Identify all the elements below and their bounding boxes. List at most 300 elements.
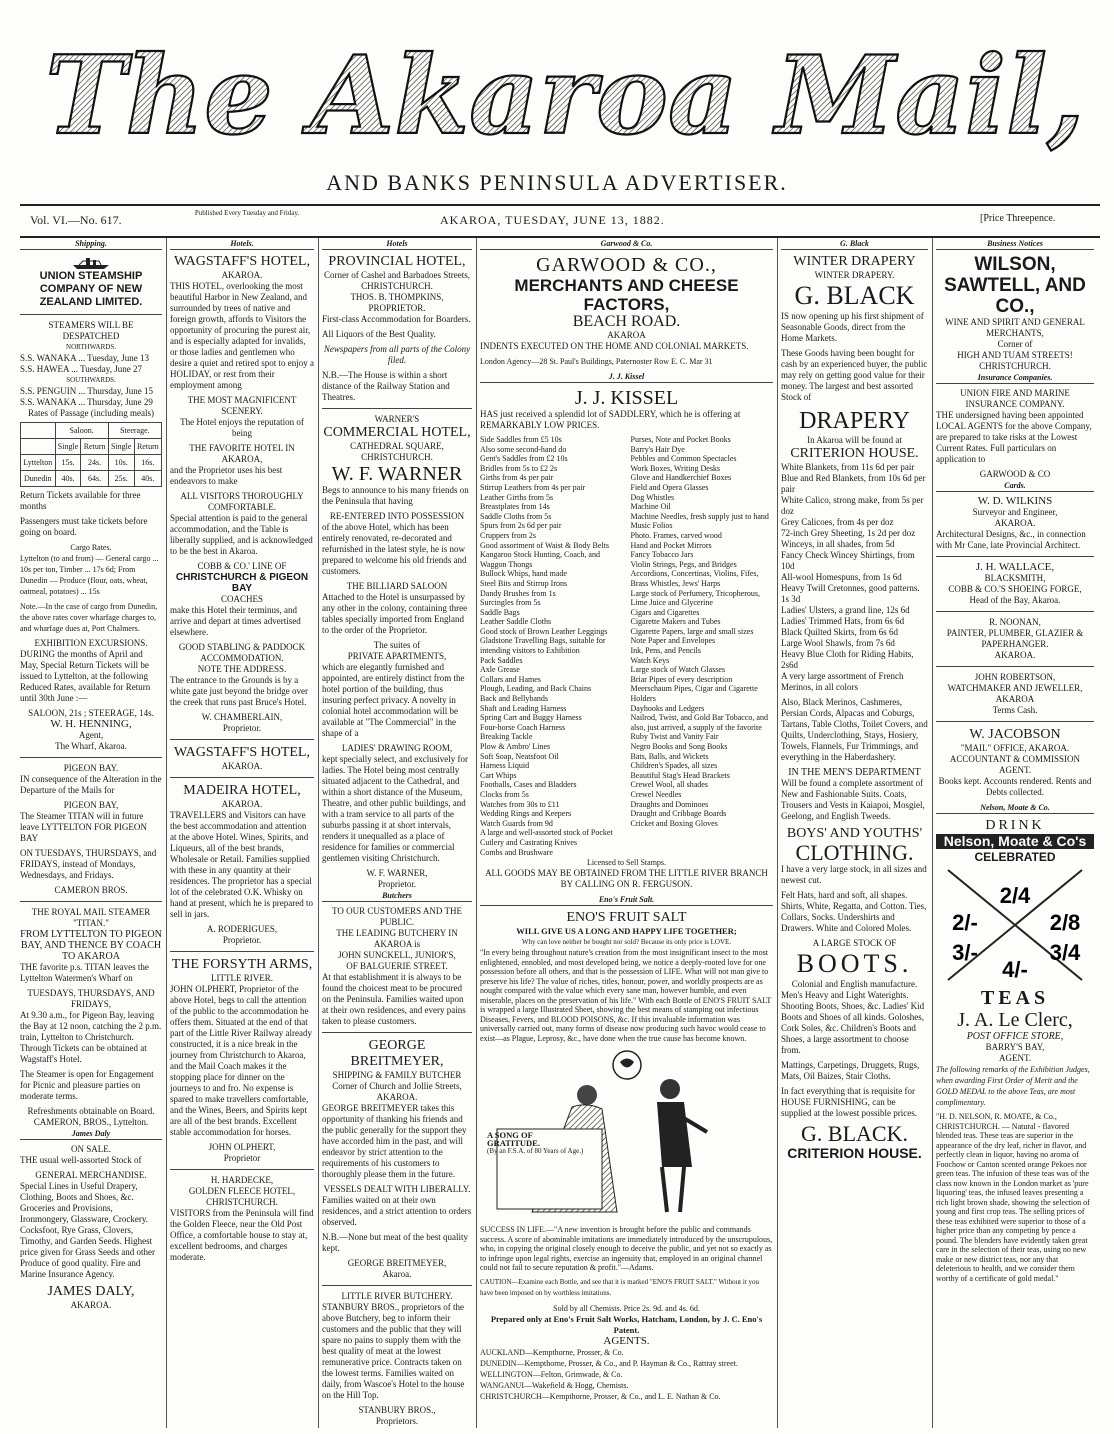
criterion-house: CRITERION HOUSE. [790,446,919,461]
list-item: Bullock Whips, hand made [480,569,567,579]
warner-sign-title: Proprietor. [377,879,417,889]
boots-title: BOOTS. [796,949,913,978]
cameron: CAMERON BROS. [54,885,128,895]
section-header: Hotels [322,238,472,250]
list-item: A large and well-assorted stock of Pocket Cutlery and Castrating Knives [480,828,613,847]
excursion-fares: SALOON, 21s ; STEERAGE, 14s. [28,708,154,718]
song-by: (By an F.S.A. of 80 Years of Age.) [487,1147,584,1156]
list-item: Dandy Brushes from 1s [480,588,556,598]
list-item: Cigars and Cigarettes [630,607,700,617]
blacksmith: BLACKSMITH, [984,573,1046,583]
kissel-lists [480,435,773,857]
union-text: THE undersigned having been appointed LOCAL AGENTS for the above Company, are prepared to take risks at the Lowest Current Rates. Full particulars on application to [936,410,1092,464]
barrys: BARRY'S BAY, [985,1042,1045,1052]
list-item: Blue and Red Blankets, from 10s 6d per pair [781,473,926,494]
cobb-route: CHRISTCHURCH & PIGEON BAY [175,572,309,594]
gf-text: VISITORS from the Peninsula will find the Golden Fleece, near the Old Post Office, a comfortable house to stay at, excellent bedrooms, and charges moderate. [170,1208,314,1262]
column-divider [777,238,778,1428]
fare-table [20,422,162,487]
shipping-butcher: SHIPPING & FAMILY BUTCHER [332,1070,462,1080]
books: Books kept. Accounts rendered. Rents and Debts collected. [938,776,1092,797]
wagstaff-text: THIS HOTEL, overlooking the most beautiful Harbor in New Zealand, and surrounded by trees of native and foreign growth, affords to Visitors the opportunity of procuring the purest air, and is especially adapted for invalids, or those ladies and gentlemen who desire a quiet and retired spot to enjoy a HOLIDAY, or rest from their employment among [170,281,314,390]
list-item: Heavy Blue Cloth for Riding Habits, 2s6d [781,649,914,670]
column-garwood-kissel-eno [480,238,773,1428]
list-item: Cart Whips [480,770,517,780]
song-box [487,1131,587,1155]
cobb-shoeing: COBB & CO.'S SHOEING FORGE, [948,584,1082,594]
refreshments: Refreshments obtainable on Board. [27,1106,155,1116]
list-item: Dayhooks and Ledgers [630,703,705,713]
list-item: Dog Whistles [630,492,675,502]
list-item: Gladstone Travelling Bags, suitable for intending visitors to Exhibition [480,636,606,656]
list-item: Hand and Pocket Mirrors [630,540,712,550]
wagstaff2-place: AKAROA. [221,761,263,771]
wagstaff2-title: WAGSTAFF'S HOTEL, [174,745,310,760]
garwood-place: AKAROA [607,330,646,340]
tea-quote: "H. D. NELSON, R. MOATE, & Co., CHRISTCHURCH. — Natural - flavored blended teas. These teas are superior in the appearance of the dry leaf, richer in flavor, and perfectly clean in liquor, having no aroma of Foochow or Canton scented orange Pekoes nor green teas. The infusion of these teas was of the class now known in the London market as 'pure liquoring' teas, the infused leaves presenting a rich light brown shade, showing the selection of young and first crop teas. The selling prices of these teas exhibited were superior to those of a higher price than any competing by pence a pound. The blenders have evidently taken great care in the selection of their teas, using no new make or new district teas, nor any that deleterious to health, and we consider them worthy of a certificate of gold medal." [936,1112,1090,1283]
drapery-list [781,462,928,671]
list-item: Plow & Ambro' Lines [480,742,551,751]
note-address: NOTE THE ADDRESS. [197,664,287,674]
list-item: Note Paper and Envelopes [630,636,716,646]
section-header: Eno's Fruit Salt. [480,894,773,906]
list-item: Axle Grease [480,665,520,675]
all-goods: ALL GOODS MAY BE OBTAINED FROM THE LITTLE RIVER BRANCH BY CALLING ON R. FERGUSON. [485,868,768,890]
winter-drapery-2: WINTER DRAPERY. [814,270,895,280]
table-row: Dunedin 40s. 64s. 25s. 40s. [21,471,162,487]
boots-text: Colonial and English manufacture. [791,979,918,989]
list-item: Photo. Frames, carved wood [630,530,722,540]
titan-days: ON TUESDAYS, THURSDAYS, and FRIDAYS, instead of Mondays, Wednesdays, and Fridays. [20,848,157,880]
price: [Price Threepence. [980,213,1056,224]
prov-text1: First-class Accommodation for Boarders. [322,314,471,324]
union-fire: UNION FIRE AND MARINE INSURANCE COMPANY. [960,388,1070,409]
cargo-note: Note.—In the case of cargo from Dunedin, the above rates cover wharfage charges to, and wharfage dues at, Port Chalmers. [20,602,158,633]
vessels: VESSELS DEALT WITH LIBERALLY. [323,1184,471,1194]
list-item: Barry's Hair Dye [630,444,685,454]
column-divider [318,238,319,1428]
daly-place: AKAROA. [70,1300,112,1310]
coach-text: make this Hotel their terminus, and arrive and depart at times advertised elsewhere. [170,605,301,637]
wilkins-place: AKAROA. [994,518,1036,528]
list-item: Pebbles and Common Spectacles [630,454,737,464]
olphert: JOHN OLPHERT, [208,1142,276,1152]
forsyth-title: THE FORSYTH ARMS, [171,957,313,972]
list-item: Stirrup Leathers from 4s per pair [480,482,586,492]
on-sale: ON SALE. [71,1144,111,1154]
list-item: Work Boxes, Writing Desks [630,463,721,473]
leclerc: J. A. Le Clerc, [957,1009,1073,1031]
breitmeyer-title: GEORGE BREITMEYER, [350,1038,444,1069]
list-item: Also some second-hand do [480,444,567,454]
list-item: Kangaroo Stock Hunting, Coach, and Waggon Thongs [480,550,600,569]
list-item: Briar Pipes of every description [630,674,733,684]
breit-text: GEORGE BREITMEYER takes this opportunity of thanking his friends and the public generally for the support they have accorded him in the past, and will endeavor by strict attention to the requirements of his customers to thoroughly please them in the future. [322,1103,467,1179]
section-header: Insurance Companies. [936,372,1094,384]
list-item: Negro Books and Song Books [630,742,728,751]
list-item: 72-inch Grey Sheeting, 1s 2d per doz [781,528,916,538]
opening: IS now opening up his first shipment of Seasonable Goods, direct from the Home Markets. [781,311,924,343]
pigeon-title: PIGEON BAY. [63,763,119,773]
suncliffe: JOHN SUNCKELL, JUNIOR'S, [338,950,456,960]
list-item: Heavy Twill Cretonnes, good patterns. 1s 3d [781,583,920,604]
southwards-label: SOUTHWARDS. [66,376,116,384]
stanbury-text: STANBURY BROS., proprietors of the above Butchery, beg to inform their customers and the public that they will spare no pains to supply them with the best quality of meat at the lowest remunerative price. Contracts taken on the lowest terms. Families waited on daily, from Wascoe's Hotel to the house on the Hill Top. [322,1302,465,1400]
accountant: ACCOUNTANT & COMMISSION AGENT. [949,754,1081,775]
list-item: Bridles from 5s to £2 2s [480,463,558,473]
list-item: Watch Keys [630,655,670,665]
place-date: AKAROA, TUESDAY, JUNE 13, 1882. [440,213,665,227]
tea-price-diagram [940,865,1090,985]
table-row: Lyttelton 15s. 24s. 10s. 16s. [21,455,162,471]
masthead-subtitle: AND BANKS PENINSULA ADVERTISER. [326,170,788,195]
list-item: All-wool Homespuns, from 1s 6d [781,572,902,582]
list-item: Meerschaum Pipes, Cigar and Cigarette Holders [630,684,758,704]
private-apartments: PRIVATE APARTMENTS, [347,651,447,661]
list-item: Crewel Wool, all shades [630,780,708,790]
list-item: Clocks from 5s [480,789,529,799]
list-item: Surcingles from 5s [480,598,541,608]
warner-text: Begs to announce to his many friends on the Peninsula that having [322,485,469,506]
prov-nb: N.B.—The House is within a short distance of the Railway Station and Theatres. [322,370,450,402]
also: Also, Black Merinos, Cashmeres, Persian Cords, Alpacas and Coburgs, Tartans, Table Cloths, Toilet Covers, and Quilts, Underclothing, Stays, Hosiery, Towels, Flannels, Fur Trimmings, and everything in the Haberdashery. [781,697,928,762]
little-river-butchery: LITTLE RIVER BUTCHERY. [341,1291,453,1301]
eno-title: ENO'S FRUIT SALT [566,910,687,926]
stanbury: STANBURY BROS., [358,1405,436,1415]
cathedral: CATHEDRAL SQUARE, [350,441,444,451]
return-note: Return Tickets available for three months [20,490,141,511]
agent-place: The Wharf, Akaroa. [55,741,127,751]
sailing-north-1: S.S. WANAKA ... Tuesday, June 13 [20,353,150,363]
breit-sign-place: Akaroa. [382,1269,412,1279]
masthead-title-text: The Akaroa Mail, [45,33,1085,159]
titan-name: "TITAN." [73,918,109,928]
wilkins: W. D. WILKINS [977,495,1053,507]
garwood-co: GARWOOD & CO [979,469,1051,479]
warner-text2: of the above Hotel, which has been entirely renovated, re-decorated and refurnished in the latest style, he is now prepared to welcome his old friends and customers. [322,522,467,576]
clothing-text: I have a very large stock, in all sizes and newest cut. [781,864,927,885]
criterion-house-2: CRITERION HOUSE. [787,1145,922,1161]
titan-time: At 9.30 a.m., for Pigeon Bay, leaving the Bay at 12 noon, catching the 2 p.m. train, Lyttelton to Christchurch. Through Tickets can be obtained at Wagstaff's Hotel. [20,1010,162,1064]
prov-papers: Newspapers from all parts of the Colony filed. [323,344,471,365]
bought: These Goods having been bought for cash by an experienced buyer, the public may rely on getting good value for their money. The largest and best assorted Stock of [781,348,928,402]
cobb-line: COBB & CO.' LINE OF [197,561,287,571]
to-customers: TO OUR CUSTOMERS AND THE PUBLIC. [331,906,463,927]
list-item: Gent's Saddles from £2 10s [480,454,568,464]
general-merchandise: GENERAL MERCHANDISE. [35,1170,147,1180]
warner-place: CHRISTCHURCH. [361,452,433,462]
nelson-moate: Nelson, Moate & Co's [936,834,1094,849]
terms: Terms Cash. [992,705,1038,715]
section-header: Nelson, Moate & Co. [936,802,1094,814]
found: In Akaroa will be found at [807,435,902,445]
list-item: Accordions, Concertinas, Violins, Fifes, Brass Whistles, Jews' Harps [630,569,759,588]
chamberlain: W. CHAMBERLAIN, [201,712,283,722]
list-item: Large stock of Perfumery, Tricopherous, Lime Juice and Glycerine [630,588,761,608]
wilkins-text: Architectural Designs, &c., in connection with Mr Cane, late Provincial Architect. [936,529,1086,550]
list-item: Purses, Note and Pocket Books [630,435,731,444]
list-item: Back and Bellybands [480,694,548,704]
teas: TEAS [980,987,1050,1009]
mattings: Mattings, Carpetings, Druggets, Rugs, Mats, Oil Baizes, Stair Cloths. [781,1060,920,1081]
despatch-heading: STEAMERS WILL BE DESPATCHED [48,320,134,341]
london-agency: London Agency—28 St. Paul's Buildings, Paternoster Row E. C. Mar 31 [480,357,713,366]
list-item: Collars and Hames [480,674,541,684]
list-item: Large Wool Shawls, from 7s 6d [781,638,895,648]
kissel-title: J. J. KISSEL [574,387,679,409]
mens-dept: IN THE MEN'S DEPARTMENT [788,767,921,778]
indents: INDENTS EXECUTED ON THE HOME AND COLONIAL MARKETS. [480,341,749,351]
fare-sub: Return [134,439,161,455]
list-item: Beautiful Stag's Head Brackets [630,770,730,780]
titan-engage: The Steamer is open for Engagement for Picnic and pleasure parties on moderate terms. [20,1069,154,1101]
list-item: Combs and Brushware [480,847,553,857]
daly-text: THE usual well-assorted Stock of [20,1155,142,1165]
chamberlain-title: Proprietor. [222,723,262,733]
agent-list [480,1347,773,1402]
watchmaker: WATCHMAKER AND JEWELLER, [947,683,1083,693]
list-item: Violin Strings, Pegs, and Bridges [630,559,737,569]
breit-place: AKAROA. [376,1092,418,1102]
drink: DRINK [985,818,1045,833]
list-item: Cricket and Boxing Gloves [630,818,718,828]
eno-text: "In every being throughout nature's creation from the most insignificant insect to the most enlightened, ennobled, and most developed being, we notice a deeply-rooted love for one possession before all others, and that is the possession of LIFE. What will not man give to preserve his life? The value of riches, titles, honour, power, and worldly prospects are as nought compared with the value which every sane man, however humble, and even miserable, places on the preservation of his life." With each Bottle of ENO'S FRUIT SALT is wrapped a large Illustrated Sheet, showing the best means of stamping out infectious Diseases, Fevers, and BLOOD POISONS, &c. If this invaluable information was universally carried out, many forms of disease now producing such havoc would cease to exist—as Plague, Leprosy, &c., have done when the true cause has become known. [480,948,772,1043]
column-business-notices [936,238,1094,1428]
reentered: RE-ENTERED INTO POSSESSION [329,511,465,521]
list-item: Good stock of Brown Leather Leggings [480,626,608,636]
list-item: White Blankets, from 11s 6d per pair [781,462,915,472]
tea-text: The following remarks of the Exhibition Judges, when awarding First Order of Merit and the GOLD MEDAL to the above Teas, are most complimentary. [936,1065,1090,1107]
special: Special attention is paid to the general accommodation, and the Table is liberally supplied, and is acknowledged to be the best in Akaroa. [170,513,313,556]
wilkins-title: Surveyor and Engineer, [972,507,1058,517]
list-item: Leather Saddle Cloths [480,617,552,627]
kissel-list-right [631,435,774,857]
billiard: THE BILLIARD SALOON [346,581,448,591]
list-item: Grey Calicoes, from 4s per doz [781,517,894,527]
list-item: Ink, Pens, and Pencils [630,646,701,656]
list-item: Soft Soap, Neatsfoot Oil [480,751,559,761]
daly-items: Special Lines in Useful Drapery, Clothing, Boots and Shoes, &c. Groceries and Provisions, Ironmongery, Glassware, Crockery. Cocksfoot, Rye Grass, Clovers, Timothy, and Garden Seeds. Highest price given for Grass Seeds and other Produce of good quality. Fire and Marine Insurance Agency. [20,1181,155,1279]
list-item: Draught and Cribbage Boards [630,809,727,819]
wilson-place: CHRISTCHURCH. [979,361,1051,371]
list-item: Saddle Cloths from 5s [480,511,552,521]
breit-addr: Corner of Church and Jollie Streets, [332,1081,462,1091]
winter-drapery: WINTER DRAPERY [793,254,916,269]
song-title: A SONG OF GRATITUDE. [487,1130,540,1149]
list-item: Field and Opera Glasses [630,482,709,492]
jacobson: W. JACOBSON [969,727,1061,742]
stanbury-title: Proprietors. [375,1416,419,1426]
commercial-hotel: COMMERCIAL HOTEL, [323,425,471,440]
warner-sign: W. F. WARNER, [366,868,428,878]
list-item: Music Folios [630,521,673,531]
caution: CAUTION—Examine each Bottle, and see that it is marked "ENO'S FRUIT SALT." Without it you have been imposed on by worthless imitations. [480,1277,760,1297]
price-label: 3/4 [1049,940,1081,965]
madeira-place: AKAROA. [221,799,263,809]
column-hotels-butchers [322,238,472,1428]
wallace: J. H. WALLACE, [975,561,1055,573]
kissel-list-left [480,435,623,857]
entrance: The entrance to the Grounds is by a white gate just beyond the bridge over the creek that runs past Bruce's Hotel. [170,675,308,707]
merchants: MERCHANTS AND CHEESE FACTORS, [514,276,739,314]
list-item: Machine Oil [630,502,671,512]
dateline [20,204,1100,238]
breit-sign: GEORGE BREITMEYER, [347,1258,447,1268]
stabling: GOOD STABLING & PADDOCK ACCOMMODATION. [178,642,306,663]
kissel-intro: HAS just received a splendid lot of SADDLERY, which he is offering at REMARKABLY LOW PRICES. [480,409,741,430]
eno-subtitle: WILL GIVE US A LONG AND HAPPY LIFE TOGETHER; [516,926,737,937]
list-item: Ladies' Ulsters, a grand line, 12s 6d [781,605,910,615]
beach-road: BEACH ROAD. [572,313,681,330]
list-item: Good assortment of Waist & Body Belts [480,540,609,550]
jacobson-office: "MAIL" OFFICE, AKAROA. [960,743,1070,753]
boots-items: Men's Heavy and Light Waterights. Shooting Boots, Shoes, &c. Ladies' Kid Boots and Shoes of all kinds. Goloshes, Cork Soles, &c. Children's Boots and Shoes, a large assortment to choose from. [781,990,925,1055]
titan-days2: TUESDAYS, THURSDAYS, AND FRIDAYS, [27,988,155,1009]
wine-spirit: WINE AND SPIRIT AND GENERAL MERCHANTS, [945,317,1085,338]
fare-sub: Single [55,439,81,455]
list-item: Crewel Needles [630,789,682,799]
list-item: Harness Liquid [480,761,530,771]
success: SUCCESS IN LIFE.—"A new invention is brought before the public and commands success. A score of abominable imitations are immediately introduced by the unscrupulous, who, in copying the original closely enough to deceive the public, and yet not so exactly as to infringe upon legal rights, exercise an ingenuity that, employed in an original channel could not fail to secure reputation & profit."—Adams. [480,1225,773,1273]
list-item: Cigarette Papers, large and small sizes [630,626,754,636]
wilson-sawtell: WILSON, SAWTELL, AND CO., [944,254,1086,317]
list-item: Children's Spades, all sizes [630,761,718,771]
list-item: Four-horse Coach Harness [480,722,566,732]
house-furnishing: In fact everything that is requisite for HOUSE FURNISHING, can be supplied at the lowest possible prices. [781,1086,917,1118]
rates-heading: Rates of Passage (including meals) [28,408,154,418]
prov-text2: All Liquors of the Best Quality. [322,329,436,339]
french: A very large assortment of French Merinos, in all colors [781,671,904,692]
robertson-place: AKAROA [995,694,1035,704]
list-item: Bats, Balls, and Wickets [630,751,709,761]
section-header: Cards. [936,480,1094,492]
roderigues: A. RODERIGUES, [206,924,278,934]
list-item: Pack Saddles [480,655,523,665]
bay: Head of the Bay, Akaroa. [969,595,1061,605]
sailing-south-1: S.S. PENGUIN ... Thursday, June 15 [20,386,154,396]
fare-sub: Single [108,439,134,455]
price-label: 3/- [952,940,978,965]
list-item: Girths from 4s per pair [480,473,554,483]
agent: AGENT. [998,1053,1032,1063]
list-item: Cigarette Makers and Tubes [630,617,721,627]
column-divider [932,238,933,1428]
agent-name: W. H. HENNING, [50,718,132,730]
butcher-text: At that establishment it is always to be found the choicest meat to be procured on the Peninsula. Families waited upon at their own residences, and every pains taken to please customers. [322,972,466,1026]
list-item: DUNEDIN—Kempthorne, Prosser, & Co., and P. Hayman & Co., Rattray street. [480,1358,738,1368]
noonan: R. NOONAN, [989,617,1041,627]
masthead-title-graphic [45,33,1085,160]
passengers-note: Passengers must take tickets before going on board. [20,516,148,537]
prepared: Prepared only at Eno's Fruit Salt Works, Hatcham, London, by J. C. Eno's Patent. [490,1313,763,1335]
list-item: Breastplates from 14s [480,502,550,512]
price-label: 2/4 [999,883,1031,908]
list-item: Ladies' Trimmed Hats, from 6s 6d [781,616,905,626]
royal-mail: THE ROYAL MAIL STEAMER [31,907,151,917]
post-office: POST OFFICE STORE, [966,1031,1064,1042]
list-item: Nailrod, Twist, and Gold Bar Tobacco, and also, just arrived, a supply of the favorite Ruby Twist and Vanity Fair [630,713,768,742]
section-header: Shipping. [20,238,162,250]
olphert-text: JOHN OLPHERT, Proprietor of the above Hotel, begs to call the attention of the public to the accommodation he offers them. Situated at the end of that part of the Little River Railway already constructed, it is a nice break in the journey from Christchurch to Akaroa, and the Mail Coach makes it the stopping place for dinner on the journeys to and fro. No expense is spared to make travellers comfortable, and the Wines, Beers, and Spirits kept are all of the best brands. Excellent stable accommodation for horses. [170,984,312,1137]
sold: Sold by all Chemists. Price 2s. 9d. and 4s. 6d. [553,1303,700,1313]
drapery-title: DRAPERY [799,408,910,434]
list-item: WANGANUI—Wakefield & Hogg, Chemists. [480,1380,629,1390]
list-item: Breaking Tackle [480,732,533,742]
section-header: G. Black [781,238,928,250]
list-item: Footballs, Cases and Bladders [480,780,577,790]
felt: Felt Hats, hard and soft, all shapes. Shirts, White, Regatta, and Cotton. Ties, Collars, Socks. Undershirts and Drawers. White and Colored Moles. [781,890,927,933]
leading-butchery: THE LEADING BUTCHERY IN AKAROA is [336,928,458,949]
titan-leave: The Steamer TITAN will in future leave LYTTELTON FOR PIGEON BAY [20,811,147,843]
garwood-title: GARWOOD & CO., [536,254,717,276]
madeira-title: MADEIRA HOTEL, [183,783,301,798]
from-lyttelton: FROM LYTTELTON TO PIGEON BAY, AND THENCE BY COACH TO AKAROA [20,929,162,962]
section-header: Hotels. [170,238,314,250]
section-header: J. J. Kissel [480,371,773,383]
list-item: Spurs from 2s 6d per pair [480,521,562,531]
olphert-title: Proprietor [223,1153,261,1163]
section-header: Butchers [322,890,472,902]
hardecke: H. HARDECKE, [210,1175,274,1185]
private-text: which are elegantly furnished and appointed, are entirely distinct from the hotel portion of the building, thus insuring perfect privacy. A novelty in colonial hotel accommodation will be available at "The Commercial" in the shape of a [322,662,465,738]
agent-title: Agent, [78,730,104,740]
list-item: CHRISTCHURCH—Kempthorne, Prosser, & Co., and L. E. Nathan & Co. [480,1391,721,1401]
list-item: Steel Bits and Stirrup Irons [480,578,568,588]
wagstaff-title: WAGSTAFF'S HOTEL, [174,254,310,269]
column-divider [166,238,167,1428]
warner-name: W. F. WARNER [331,463,463,485]
madeira-text: TRAVELLERS and Visitors can have the best accommodation and attention at the above Hotel. Wines, Spirits, and Liqueurs, all of the best brands, Wholesale or Retail. Families supplied with these in any quantity at their residences. The proprietor has a special lot of the celebrated O.K. Whisky on hand at present, which he is prepared to sell in jars. [170,810,313,919]
publication-schedule: Published Every Tuesday and Friday. [194,209,300,217]
volume-number: Vol. VI.—No. 617. [30,213,122,227]
prov-addr: Corner of Cashel and Barbadoes Streets, [324,270,470,280]
families: Families waited on at their own residences, and a strict attention to orders observed. [322,1195,472,1227]
list-item: Watches from 30s to £11 [480,799,560,809]
golden-fleece: GOLDEN FLEECE HOTEL, [188,1186,296,1196]
cargo-title: Cargo Rates. [70,543,112,552]
sailing-south-2: S.S. WANAKA ... Thursday, June 29 [20,397,153,407]
column-hotels [170,238,314,1428]
robertson: JOHN ROBERTSON, [974,672,1056,682]
list-item: Black Quilted Skirts, from 6s 6d [781,627,898,637]
list-item: Watch Guards from 9d [480,818,553,828]
celebrated: CELEBRATED [974,850,1056,864]
corner: Corner of [997,339,1033,349]
painter: PAINTER, PLUMBER, GLAZIER & PAPERHANGER. [946,628,1084,649]
list-item: WELLINGTON—Felton, Grimwade, & Co. [480,1369,623,1379]
mens-text: Will be found a complete assortment of New and Fashionable Suits. Coats, Trousers and Vests in Kaiapoi, Mosgiel, Geelong, and English Tweeds. [781,778,925,821]
column-g-black [781,238,928,1428]
pigeon-bay: PIGEON BAY, [63,800,119,810]
forsyth-place: LITTLE RIVER. [211,973,273,983]
column-divider [476,238,477,1428]
streets: HIGH AND TUAM STREETS! [957,350,1073,360]
list-item: Machine Needles, fresh supply just to hand [630,511,769,521]
excursion-title: EXHIBITION EXCURSIONS. [34,638,148,648]
company-name: UNION STEAMSHIP COMPANY OF NEW ZEALAND LIMITED. [39,270,143,308]
agents-title: AGENTS. [603,1334,650,1347]
ladies-room: LADIES' DRAWING ROOM, [341,743,453,753]
prov-place: CHRISTCHURCH. [361,281,433,291]
list-item: Winceys, in all shades, from 5d [781,539,895,549]
balguerie: OF BALGUERIE STREET. [346,961,448,971]
g-black-2: G. BLACK. [801,1121,908,1146]
provincial-title: PROVINCIAL HOTEL, [328,254,466,269]
list-item: Draughts and Dominoes [630,799,709,809]
g-black: G. BLACK [794,281,915,310]
prov-prop: THOS. B. THOMPKINS, PROPRIETOR. [350,292,444,313]
scenery: THE MOST MAGNIFICENT SCENERY. [187,395,297,416]
